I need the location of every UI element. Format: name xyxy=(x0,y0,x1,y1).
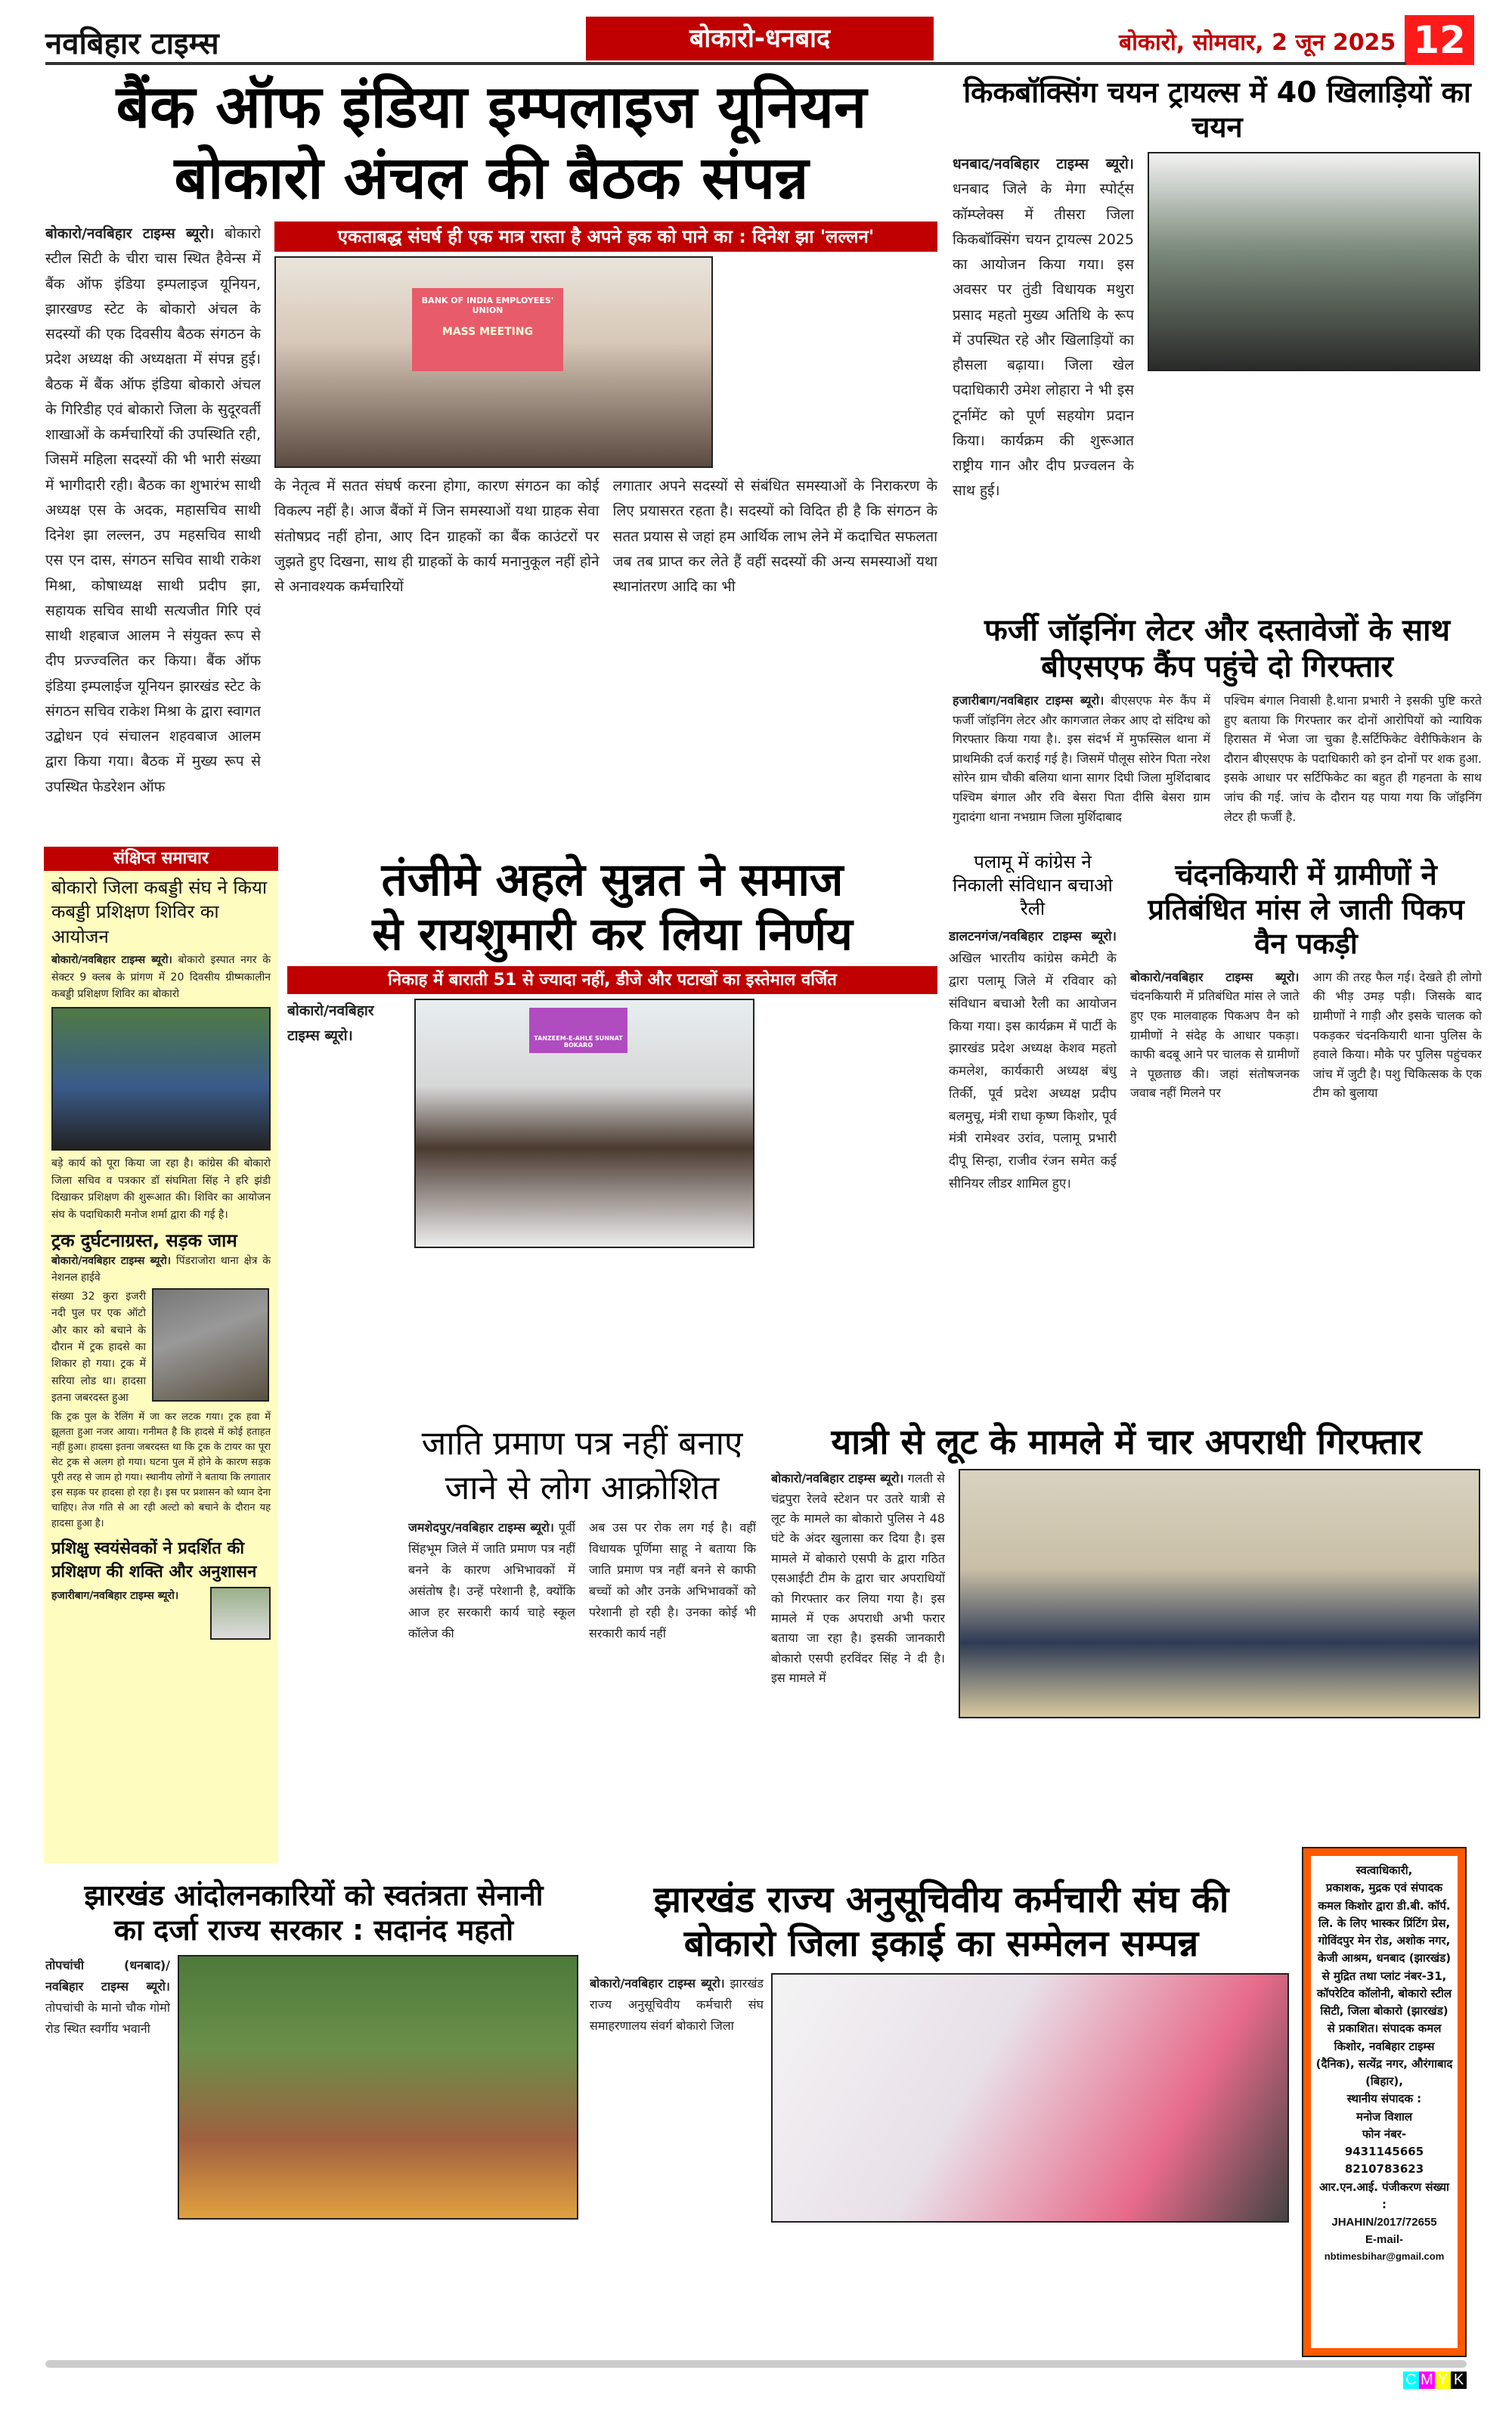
freedom-photo xyxy=(178,1955,578,2220)
palamu-headline: पलामू में कांग्रेस ने निकाली संविधान बचाओ रैली xyxy=(953,851,1113,920)
tanzeem-subhead: निकाह में बाराती 51 से ज्यादा नहीं, डीजे और पटाखों का इस्तेमाल वर्जित xyxy=(287,966,937,994)
tanzeem-dateline: बोकारो/नवबिहार टाइम्स ब्यूरो। xyxy=(287,1002,374,1045)
kabaddi-body-2: बड़े कार्य को पूरा किया जा रहा है। कांग्रेस की बोकारो जिला सचिव व पत्रकार डॉ संघमिता सिंह ने हरि झंडी दिखाकर प्रशिक्षण की शुरूआत की। शिविर का आयोजन संघ के पदाधिकारी मनोज शर्मा द्वारा की गई है। xyxy=(51,1157,271,1221)
masthead-box xyxy=(1302,1847,1467,2357)
truck-photo xyxy=(152,1288,269,1402)
boi-dateline: बोकारो/नवबिहार टाइम्स ब्यूरो। xyxy=(45,225,215,243)
loot-body-text: गलती से चंद्रपुरा रेलवे स्टेशन पर उतरे यात्री से लूट के मामले का बोकारो पुलिस ने 48 घंटे के अंदर खुलासा कर दिया है। इस मामले में बोकारो एसपी के द्वारा गठित एसआईटी टीम के द्वारा चार अपराधियों को गिरफ्तार कर लिया गया है। इस मामले में एक अपराधी अभी फरार बताया जा रहा है। इसकी जानकारी बोकारो एसपी हरविंदर सिंह ने दी है। इस मामले में xyxy=(771,1471,945,1686)
sc-union-body xyxy=(590,1973,764,2347)
kabaddi-body-text: बोकारो इस्पात नगर के सेक्टर 9 क्लब के प्रांगण में 20 दिवसीय ग्रीष्मकालीन कबड्डी प्रशिक्षण शिविर का बोकारो xyxy=(51,954,271,1000)
loot-story xyxy=(771,1421,1482,1864)
truck-body-text: पिंडराजोरा थाना क्षेत्र के नेशनल हाईवे xyxy=(51,1255,271,1284)
loot-body xyxy=(771,1469,945,1864)
sc-union-photo xyxy=(771,1973,1289,2223)
caste-body-text: पूर्वी सिंहभूम जिले में जाति प्रमाण पत्र नहीं बनने के कारण अभिभावकों में असंतोष है। उन्हें परेशानी है, क्योंकि आज हर सरकारी कार्य चाहे स्कूल कॉलेज की xyxy=(408,1520,575,1640)
kickboxing-body-text: धनबाद जिले के मेगा स्पोर्ट्स कॉम्प्लेक्स में तीसरा जिला किकबॉक्सिंग चयन ट्रायल्स 2025 का आयोजन किया गया। इस अवसर पर तुंडी विधायक मथुरा प्रसाद महतो मुख्य अतिथि के रूप में उपस्थित रहे और खिलाड़ियों का हौसला बढ़ाया। जिला खेल पदाधिकारी उमेश लोहारा ने भी इस टूर्नामेंट को पूर्ण सहयोग प्रदान किया। कार्यक्रम की शुरूआत राष्ट्रीय गान और दीप प्रज्वलन के साथ हुई। xyxy=(953,181,1134,500)
bsf-body-col1 xyxy=(953,691,1210,839)
truck-headline: ट्रक दुर्घटनाग्रस्त, सड़क जाम xyxy=(51,1229,237,1251)
chandankiyari-body-col2: आग की तरह फैल गई। देखते ही लोगो की भीड़ उमड़ पड़ी। जिसके बाद ग्रामीणों ने गाड़ी और इसके चालक को पकड़कर चंदनकियारी थाना पुलिस के हवाले किया। मौके पर पुलिस पहुंचकर जांच में जुटी है। पशु चिकित्सक के एक टीम को बुलाया xyxy=(1312,969,1482,1101)
freedom-dateline: तोपचांची (धनबाद)/ नवबिहार टाइम्स ब्यूरो। xyxy=(45,1958,170,1994)
freedom-headline-2: का दर्जा राज्य सरकार : सदानंद महतो xyxy=(113,1913,514,1947)
boi-headline-1: बैंक ऑफ इंडिया इम्पलाइज यूनियन xyxy=(116,73,867,141)
truck-dateline: बोकारो/नवबिहार टाइम्स ब्यूरो। xyxy=(51,1255,172,1268)
boi-body-col3: लगातार अपने सदस्यों से संबंधित समस्याओं के निराकरण के लिए प्रयासरत रहता है। सदस्यों को विदित ही है कि संगठन के सतत प्रयास से जहां हम आर्थिक लाभ लेने में कदाचित सफलता जब तब प्राप्त कर लेते हैं वहीं सदस्यों की अन्य समस्याओं यथा स्थानांतरण आदि का भी xyxy=(612,478,937,596)
caste-headline: जाति प्रमाण पत्र नहीं बनाए जाने से लोग आक्रोशित xyxy=(421,1424,743,1508)
chandankiyari-dateline: बोकारो/नवबिहार टाइम्स ब्यूरो। xyxy=(1130,969,1300,984)
boi-headline-2: बोकारो अंचल की बैठक संपन्न xyxy=(174,144,809,212)
boi-meeting-photo xyxy=(274,256,713,468)
masthead-phone: 8210783623 xyxy=(1344,2162,1424,2176)
sc-union-dateline: बोकारो/नवबिहार टाइम्स ब्यूरो। xyxy=(590,1976,725,1991)
tanzeem-headline-1: तंजीमे अहले सुन्नत ने समाज xyxy=(381,854,844,906)
kickboxing-dateline: धनबाद/नवबिहार टाइम्स ब्यूरो। xyxy=(953,156,1134,173)
trainee-headline: प्रशिक्षु स्वयंसेवकों ने प्रदर्शित की प्रशिक्षण की शक्ति और अनुशासन xyxy=(51,1538,257,1582)
palamu-dateline: डालटनगंज/नवबिहार टाइम्स ब्यूरो। xyxy=(949,928,1117,944)
cmyk-m: M xyxy=(1419,2372,1435,2389)
masthead-rni: JHAHIN/2017/72655 xyxy=(1331,2216,1437,2229)
truck-body-2: संख्या 32 कुरा इजरी नदी पुल पर एक ऑटो और कार को बचाने के दौरान में ट्रक हादसे का शिकार हो गया। ट्रक में सरिया लोड था। हादसा इतना जबरदस्त हुआ xyxy=(51,1290,146,1405)
kickboxing-body xyxy=(953,152,1134,605)
freedom-headline-1: झारखंड आंदोलनकारियों को स्वतंत्रता सेनानी xyxy=(84,1879,544,1912)
kabaddi-dateline: बोकारो/नवबिहार टाइम्स ब्यूरो। xyxy=(51,954,172,967)
palamu-body-text: अखिल भारतीय कांग्रेस कमेटी के द्वारा पलामू जिले में रविवार को संविधान बचाओ रैली का आयोजन किया गया। इस कार्यक्रम में पार्टी के झारखंड प्रदेश अध्यक्ष केशव महतो कमलेश, कार्यकारी अध्यक्ष बंधु तिर्की, पूर्व प्रदेश अध्यक्ष प्रदीप बलमुचू, मंत्री राधा कृष्ण किशोर, पूर्व मंत्री रामेश्वर उरांव, पलामू प्रभारी दीपू सिन्हा, राजीव रंजन समेत कई सीनियर लीडर शामिल हुए। xyxy=(949,951,1117,1191)
bsf-body-text: बीएसएफ मेरु कैंप में फर्जी जॉइनिंग लेटर और कागजात लेकर आए दो संदिग्ध को गिरफ्तार किया गया है।. इस संदर्भ में मुफस्सिल थाना में प्राथमिकी दर्ज कराई गई है। जिसमें पौलूस सोरेन पिता नरेश सोरेन ग्राम चौकी बलिया थाना सागर दिघी जिला मुर्शिदाबाद पश्चिम बंगाल और रवि बेसरा पिता दीसि बेसरा ग्राम गुदादंगा थाना नभग्राम जिला मुर्शिदाबाद xyxy=(953,693,1210,824)
masthead-phone: 9431145665 xyxy=(1344,2145,1424,2158)
masthead-line: E-mail- xyxy=(1365,2233,1403,2247)
palamu-story xyxy=(949,850,1117,1417)
sc-union-headline-1: झारखंड राज्य अनुसूचिवीय कर्मचारी संघ की xyxy=(653,1879,1229,1921)
freedom-body xyxy=(45,1955,170,2347)
dateline: बोकारो, सोमवार, 2 जून 2025 xyxy=(1119,29,1396,56)
loot-arrest-photo xyxy=(959,1469,1480,1718)
cmyk-marks xyxy=(1403,2372,1467,2389)
boi-story xyxy=(45,73,937,839)
caste-body-col2: अब उस पर रोक लग गई है। वहीं विधायक पूर्णिमा साहू ने बताया कि जाति प्रमाण पत्र नहीं बनने से काफी बच्चों को और उनके अभिभावकों को परेशानी हो रही है। उनका कोई भी सरकारी कार्य नहीं xyxy=(589,1520,756,1640)
page-number: 12 xyxy=(1405,15,1474,65)
truck-body-3: कि ट्रक पुल के रेलिंग में जा कर लटक गया। ट्रक हवा में झूलता हुआ नजर आया। गनीमत है कि हादसे में कोई हताहत नहीं हुआ। हादसा इतना जबरदस्त था कि ट्रक के टायर का पूरा सेट ट्रक से अलग हो गया। घटना पुल में होने के कारण सड़क पूरी तरह से जाम हो गया। स्थानीय लोगों ने बताया कि लगातार इस सड़क पर हादसा हो रहा है। इस पर प्रशासन को ध्यान देना चाहिए। तेज गति से आ रही अल्टो को बचाने के दौरान यह हादसा हुआ है। xyxy=(51,1411,271,1529)
bsf-headline: फर्जी जॉइनिंग लेटर और दस्तावेजों के साथ बीएसएफ कैंप पहुंचे दो गिरफ्तार xyxy=(984,613,1451,684)
masthead-line: आर.एन.आई. पंजीकरण संख्या : xyxy=(1319,2180,1449,2211)
caste-dateline: जमशेदपुर/नवबिहार टाइम्स ब्यूरो। xyxy=(408,1520,554,1535)
chandankiyari-body-col1 xyxy=(1130,968,1300,1414)
cmyk-c: C xyxy=(1403,2372,1419,2389)
chandankiyari-body-text: चंदनकियारी में प्रतिबंधित मांस ले जाते हुए एक मालवाहक पिकअप वैन को ग्रामीणों ने संदेह के आधार पकड़ा। काफी बदबू आने पर चालक से ग्रामीणों ने पूछताछ की। जहां संतोषजनक जवाब नहीं मिलने पर xyxy=(1130,989,1300,1101)
paper-name: नवबिहार टाइम्स xyxy=(45,26,219,61)
bsf-dateline: हजारीबाग/नवबिहार टाइम्स ब्यूरो। xyxy=(953,693,1105,708)
kabaddi-photo xyxy=(51,1007,271,1151)
sc-union-headline-2: बोकारो जिला इकाई का सम्मेलन सम्पन्न xyxy=(683,1922,1199,1965)
kickboxing-headline: किकबॉक्सिंग चयन ट्रायल्स में 40 खिलाड़ियों का चयन xyxy=(963,76,1471,144)
cmyk-k: K xyxy=(1451,2372,1467,2389)
loot-headline: यात्री से लूट के मामले में चार अपराधी गिरफ्तार xyxy=(831,1421,1422,1462)
kabaddi-headline: बोकारो जिला कबड्डी संघ ने किया कबड्डी प्रशिक्षण शिविर का आयोजन xyxy=(51,877,268,947)
tanzeem-headline-2: से रायशुमारी कर लिया निर्णय xyxy=(372,908,853,961)
trainee-dateline: हजारीबाग/नवबिहार टाइम्स ब्यूरो। xyxy=(51,1590,179,1603)
kickboxing-photo xyxy=(1148,152,1480,371)
chandankiyari-story xyxy=(1130,858,1482,1414)
boi-subhead: एकताबद्ध संघर्ष ही एक मात्र रास्ता है अपने हक को पाने का : दिनेश झा 'लल्लन' xyxy=(274,222,937,252)
boi-body-col1 xyxy=(45,222,261,839)
caste-story xyxy=(408,1421,756,1864)
section-label: बोकारो-धनबाद xyxy=(586,17,934,60)
palamu-body xyxy=(949,926,1117,1417)
boi-body-col2: के नेतृत्व में सतत संघर्ष करना होगा, कारण संगठन का कोई विकल्प नहीं है। आज बैंकों में जिन समस्याओं यथा ग्राहक सेवा संतोषप्रद नहीं होना, आए दिन ग्राहकों का बैंक काउंटरों पर जुझते हुए दिखना, साथ ही ग्राहकों के कार्य मनानुकूल नहीं होने से अनावश्यक कर्मचारियों xyxy=(274,478,600,596)
freedom-story xyxy=(45,1879,582,2347)
briefs-label: संक्षिप्त समाचार xyxy=(44,847,278,871)
truck-body-1 xyxy=(51,1253,271,1287)
caste-body-col1 xyxy=(408,1517,575,1864)
bsf-story xyxy=(953,612,1482,839)
kickboxing-story xyxy=(953,76,1482,605)
tanzeem-story xyxy=(287,853,937,1414)
masthead-line: स्थानीय संपादक : xyxy=(1346,2092,1422,2106)
masthead-line: फोन नंबर- xyxy=(1362,2127,1407,2141)
tanzeem-photo xyxy=(414,999,754,1248)
sc-union-body-text: झारखंड राज्य अनुसूचिवीय कर्मचारी संघ समाहरणालय संवर्ग बोकारो जिला xyxy=(590,1976,764,2034)
cmyk-y: Y xyxy=(1435,2372,1451,2389)
loot-dateline: बोकारो/नवबिहार टाइम्स ब्यूरो। xyxy=(771,1471,904,1486)
kabaddi-body xyxy=(51,952,271,1002)
trainee-photo xyxy=(210,1587,271,1640)
masthead-line: मनोज विशाल xyxy=(1356,2109,1412,2124)
masthead-line: प्रकाशक, मुद्रक एवं संपादक कमल किशोर द्वारा डी.बी. कॉर्प. लि. के लिए भास्कर प्रिंटिंग प्रेस, गोविंदपुर मेन रोड, अशोक नगर, केजी आश्रम, धनबाद (झारखंड) से मुद्रित तथा प्लांट नंबर-31, कॉपरेटिव कॉलोनी, बोकारो स्टील सिटी, जिला बोकारो (झारखंड) से प्रकाशित। संपादक कमल किशोर, नवबिहार टाइम्स (दैनिक), सत्येंद्र नगर, औरंगाबाद (बिहार), xyxy=(1315,1881,1453,2088)
masthead-email: nbtimesbihar@gmail.com xyxy=(1324,2250,1445,2262)
chandankiyari-headline: चंदनकियारी में ग्रामीणों ने प्रतिबंधित मांस ले जाती पिकप वैन पकड़ी xyxy=(1148,858,1464,961)
sc-union-story xyxy=(590,1879,1293,2347)
masthead-line: स्वत्वाधिकारी, xyxy=(1356,1864,1413,1877)
photo-banner: TANZEEM-E-AHLE SUNNAT BOKARO xyxy=(529,1008,627,1053)
registration-bar xyxy=(45,2360,1467,2368)
bsf-body-col2: पश्चिम बंगाल निवासी है.थाना प्रभारी ने इसकी पुष्टि करते हुए बताया कि गिरफ्तार कर दोनों आरोपियों को न्यायिक हिरासत में भेजा जा चुका है.सर्टिफिकेट वेरीफिकेशन के दौरान बीएसएफ के पदाधिकारी को इन दोनों पर शक हुआ. इसके आधार पर सर्टिफिकेट का बहुत ही गहनता के साथ जांच की गई. जांच के दौरान यह पाया गया कि जॉइनिंग लेटर ही फर्जी है. xyxy=(1224,693,1482,824)
briefs-box xyxy=(44,847,278,1864)
header-rule xyxy=(45,62,1406,65)
freedom-body-text: तोपचांची के मानो चौक गोमो रोड स्थित स्वर्गीय भवानी xyxy=(45,2000,170,2037)
photo-banner: BANK OF INDIA EMPLOYEES' UNION MASS MEETING xyxy=(412,288,563,371)
boi-body-text: बोकारो स्टील सिटी के चीरा चास स्थित हैवेन्स में बैंक ऑफ इंडिया इम्पलाइज यूनियन, झारखण्ड स्टेट के बोकारो अंचल के सदस्यों की एक दिवसीय बैठक संगठन के प्रदेश अध्यक्ष की अध्यक्षता में संपन्न हुई। बैठक में बैंक ऑफ इंडिया बोकारो अंचल के गिरिडीह एवं बोकारो जिला के सुदूरवर्ती शाखाओं के कर्मचारियों की उपस्थिति रही, जिसमें महिला सदस्यों की भी भारी संख्या में भागीदारी रही। बैठक का शुभारंभ साथी अध्यक्ष एस के अदक, महासचिव साथी दिनेश झा लल्लन, उप महसचिव साथी एस एन दास, संगठन सचिव साथी राकेश मिश्रा, कोषाध्यक्ष साथी प्रदीप झा, सहायक सचिव साथी सत्यजीत गिरि एवं साथी शहबाज आलम ने संयुक्त रूप से दीप प्रज्ज्वलित कर किया। बैंक ऑफ इंडिया इम्पलाईज यूनियन झारखंड स्टेट के संगठन सचिव राकेश मिश्रा के द्वारा स्वागत उद्बोधन एवं संचालन शहवबाज आलम द्वारा किया गया। बैठक में मुख्य रूप से उपस्थित फेडरेशन ऑफ xyxy=(45,225,261,795)
